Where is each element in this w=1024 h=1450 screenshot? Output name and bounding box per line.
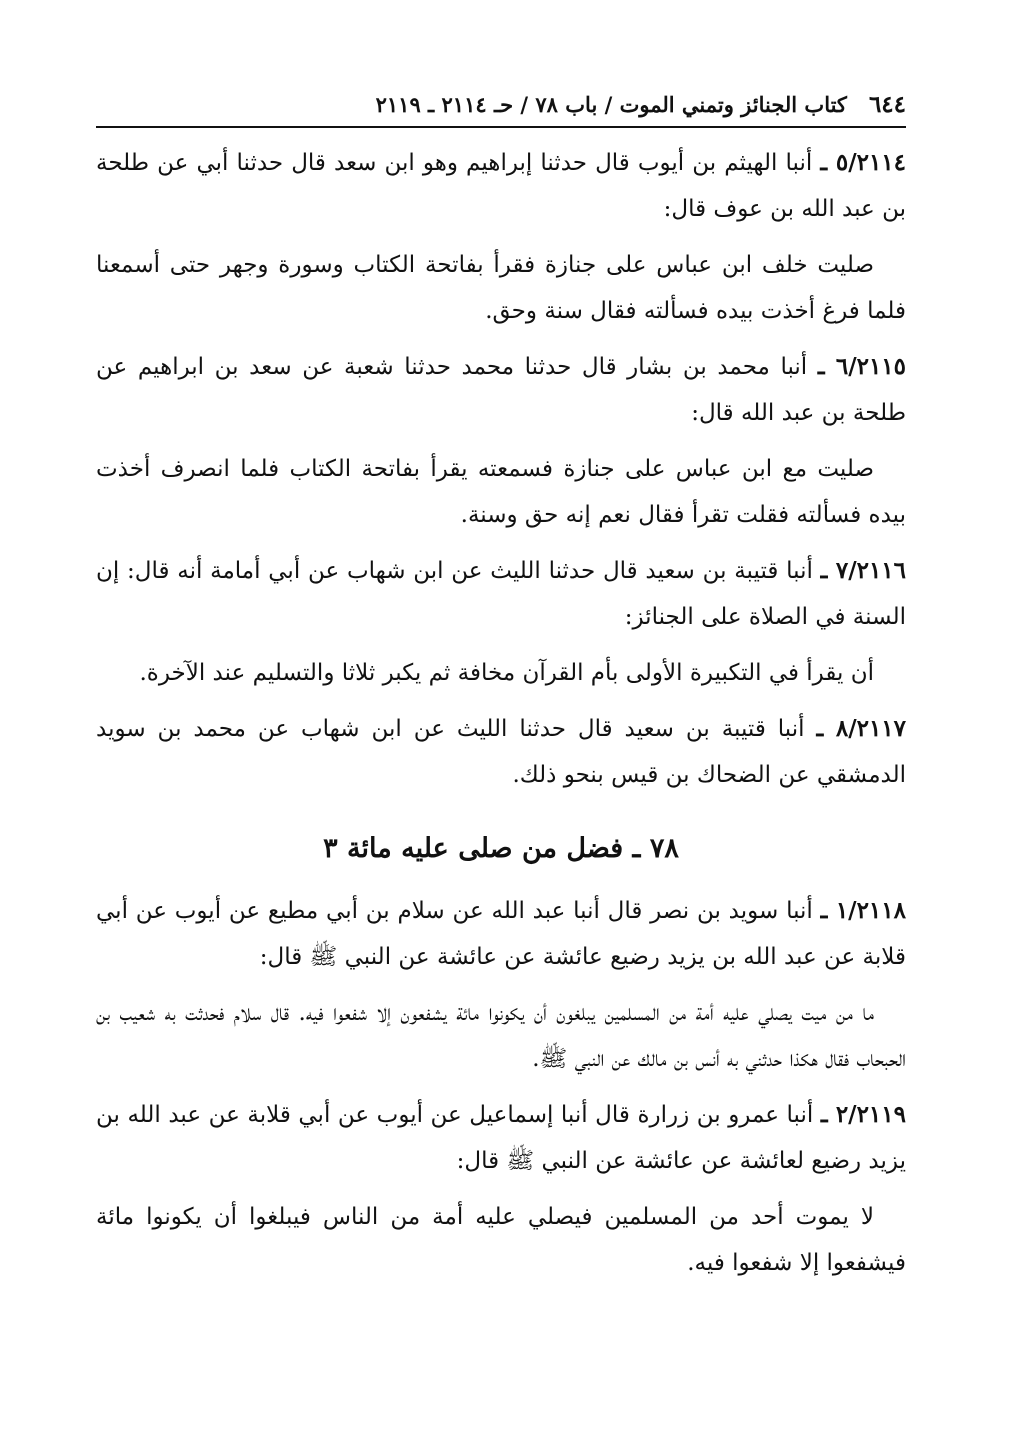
- hadith-isnad: [96, 1092, 906, 1184]
- hadith-matn: [96, 242, 906, 334]
- hadith-isnad: [96, 140, 906, 232]
- hadith-isnad: [96, 888, 906, 980]
- hadith-text: لا يموت أحد من المسلمين فيصلي عليه أمة من الناس فيبلغوا أن يكونوا مائة فيشفعوا إلا شفعوا فيه.: [96, 1204, 906, 1276]
- chapter-heading: ٧٨ ـ فضل من صلى عليه مائة ٣: [323, 833, 679, 864]
- hadith-text: صليت خلف ابن عباس على جنازة فقرأ بفاتحة الكتاب وسورة وجهر حتى أسمعنا فلما فرغ أخذت بيده فسألته فقال سنة وحق.: [96, 252, 906, 324]
- hadith-matn: [96, 990, 906, 1082]
- hadith-number: ٦/٢١١٥ ـ: [817, 353, 907, 380]
- hadith-text: أنبا قتيبة بن سعيد قال حدثنا الليث عن ابن شهاب عن محمد بن سويد الدمشقي عن الضحاك بن قيس بنحو ذلك.: [96, 716, 906, 788]
- hadith-text: أنبا الهيثم بن أيوب قال حدثنا إبراهيم وهو ابن سعد قال حدثنا أبي عن طلحة بن عبد الله بن عوف قال:: [96, 150, 906, 222]
- hadith-matn: [96, 1194, 906, 1286]
- hadith-number: ٥/٢١١٤ ـ: [820, 149, 907, 176]
- hadith-number: ٨/٢١١٧ ـ: [816, 715, 907, 742]
- hadith-matn: [96, 446, 906, 538]
- hadith-text: أنبا محمد بن بشار قال حدثنا محمد حدثنا شعبة عن سعد بن ابراهيم عن طلحة بن عبد الله قال:: [96, 354, 906, 426]
- running-header: [96, 88, 906, 124]
- hadith-text: أنبا قتيبة بن سعيد قال حدثنا الليث عن ابن شهاب عن أبي أمامة أنه قال: إن السنة في الصلاة على الجنائز:: [96, 558, 906, 630]
- hadith-text: أنبا سويد بن نصر قال أنبا عبد الله عن سلام بن أبي مطيع عن أيوب عن أبي قلابة عن عبد الله بن يزيد رضيع عائشة عن عائشة عن النبي ﷺ قال:: [96, 898, 906, 970]
- hadith-text: ما من ميت يصلي عليه أمة من المسلمين يبلغون أن يكونوا مائة يشفعون إلا شفعوا فيه. قال سلام فحدثت به شعيب بن الحبحاب فقال هكذا حدثني به أنس بن مالك عن النبي ﷺ.: [96, 1000, 906, 1072]
- hadith-isnad: [96, 548, 906, 640]
- hadith-matn: [96, 650, 906, 696]
- hadith-number: ١/٢١١٨ ـ: [820, 897, 906, 924]
- page-number: ٦٤٤: [868, 91, 906, 118]
- hadith-isnad: [96, 344, 906, 436]
- page-body: [96, 140, 906, 1286]
- hadith-number: ٢/٢١١٩ ـ: [820, 1101, 906, 1128]
- hadith-isnad: [96, 706, 906, 798]
- header-rule: [96, 126, 906, 128]
- hadith-text: أن يقرأ في التكبيرة الأولى بأم القرآن مخافة ثم يكبر ثلاثا والتسليم عند الآخرة.: [139, 660, 874, 686]
- hadith-text: أنبا عمرو بن زرارة قال أنبا إسماعيل عن أيوب عن أبي قلابة عن عبد الله بن يزيد رضيع لعائشة عن عائشة عن النبي ﷺ قال:: [96, 1102, 906, 1174]
- hadith-text: صليت مع ابن عباس على جنازة فسمعته يقرأ بفاتحة الكتاب فلما انصرف أخذت بيده فسألته فقلت تقرأ فقال نعم إنه حق وسنة.: [96, 456, 906, 528]
- hadith-number: ٧/٢١١٦ ـ: [820, 557, 907, 584]
- running-title: كتاب الجنائز وتمني الموت / باب ٧٨ / حـ ٢١١٤ ـ ٢١١٩: [375, 92, 847, 117]
